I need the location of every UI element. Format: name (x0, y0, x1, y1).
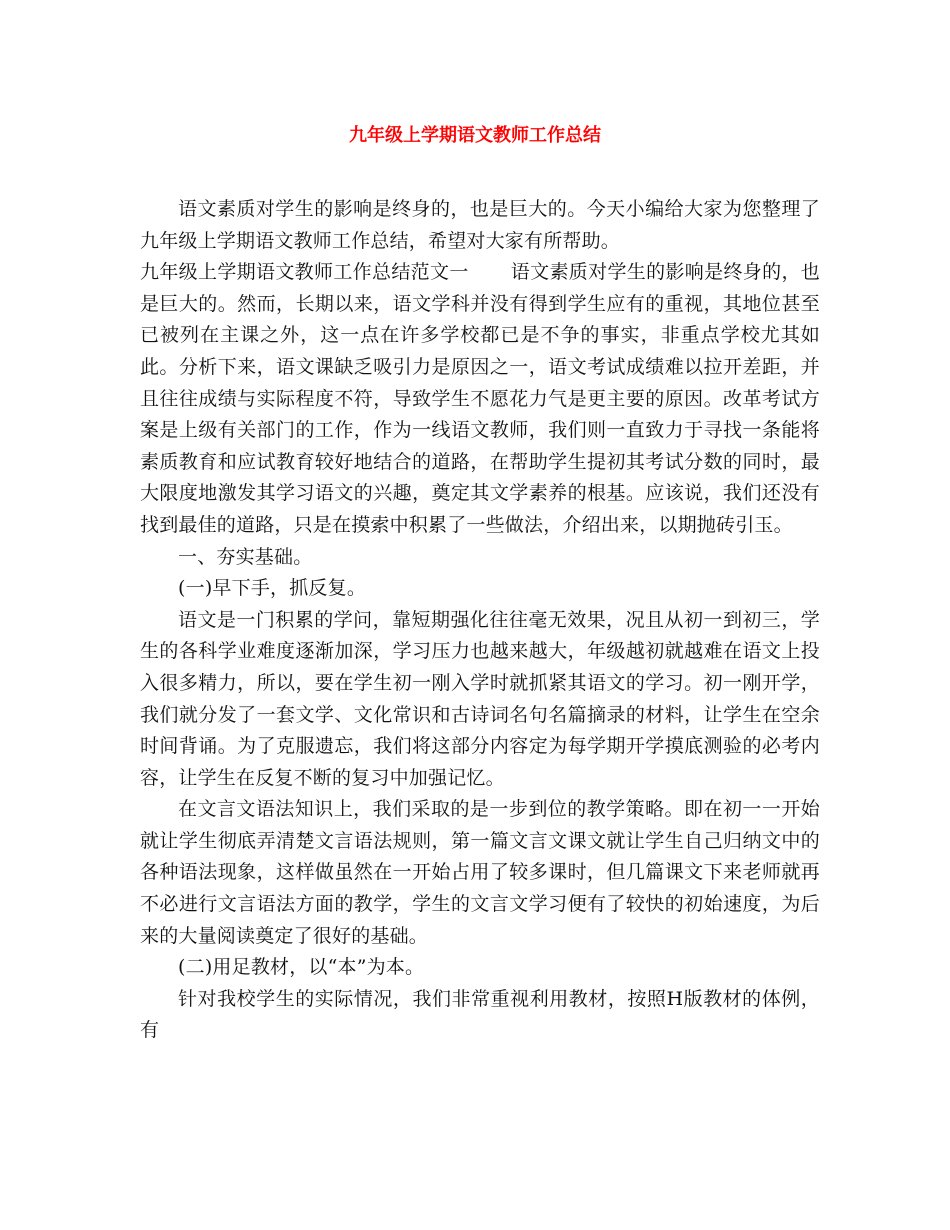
sample-paragraph (140, 257, 820, 541)
document-title: 九年级上学期语文教师工作总结 (349, 125, 601, 146)
document-body (140, 194, 820, 1047)
body-paragraph-3: 针对我校学生的实际情况，我们非常重视利用教材，按照H版教材的体例，有 (140, 987, 820, 1042)
section-heading-1: 一、夯实基础。 (178, 545, 313, 568)
body-paragraph-1: 语文是一门积累的学问，靠短期强化往往毫无效果，况且从初一到初三，学生的各科学业难度逐渐加深，学习压力也越来越大，年级越初就越难在语文上投入很多精力，所以，要在学生初一刚入学时就抓紧其语文的学习。初一刚开学，我们就分发了一套文学、文化常识和古诗词名句名篇摘录的材料，让学生在空余时间背诵。为了克服遗忘，我们将这部分内容定为每学期开学摸底测验的必考内容，让学生在反复不断的复习中加强记忆。 (140, 608, 820, 789)
body-paragraph-2: 在文言文语法知识上，我们采取的是一步到位的教学策略。即在初一一开始就让学生彻底弄清楚文言语法规则，第一篇文言文课文就让学生自己归纳文中的各种语法现象，这样做虽然在一开始占用了较多课时，但几篇课文下来老师就再不必进行文言语法方面的教学，学生的文言文学习便有了较快的初始速度，为后来的大量阅读奠定了很好的基础。 (140, 798, 820, 947)
sample-body: 语文素质对学生的影响是终身的，也是巨大的。然而，长期以来，语文学科并没有得到学生应有的重视，其地位甚至已被列在主课之外，这一点在许多学校都已是不争的事实，非重点学校尤其如此。分析下来，语文课缺乏吸引力是原因之一，语文考试成绩难以拉开差距，并且往往成绩与实际程度不符，导致学生不愿花力气是更主要的原因。改革考试方案是上级有关部门的工作，作为一线语文教师，我们则一直致力于寻找一条能将素质教育和应试教育较好地结合的道路，在帮助学生提初其考试分数的同时，最大限度地激发其学习语文的兴趣，奠定其文学素养的根基。应该说，我们还没有找到最佳的道路，只是在摸索中积累了一些做法，介绍出来，以期抛砖引玉。 (140, 261, 821, 536)
intro-paragraph: 语文素质对学生的影响是终身的，也是巨大的。今天小编给大家为您整理了九年级上学期语文教师工作总结，希望对大家有所帮助。 (140, 198, 820, 252)
sample-heading: 九年级上学期语文教师工作总结范文一 (140, 261, 469, 284)
subsection-heading-2: (二)用足教材，以“本”为本。 (178, 956, 425, 979)
subsection-heading-1: (一)早下手，抓反复。 (178, 577, 367, 600)
